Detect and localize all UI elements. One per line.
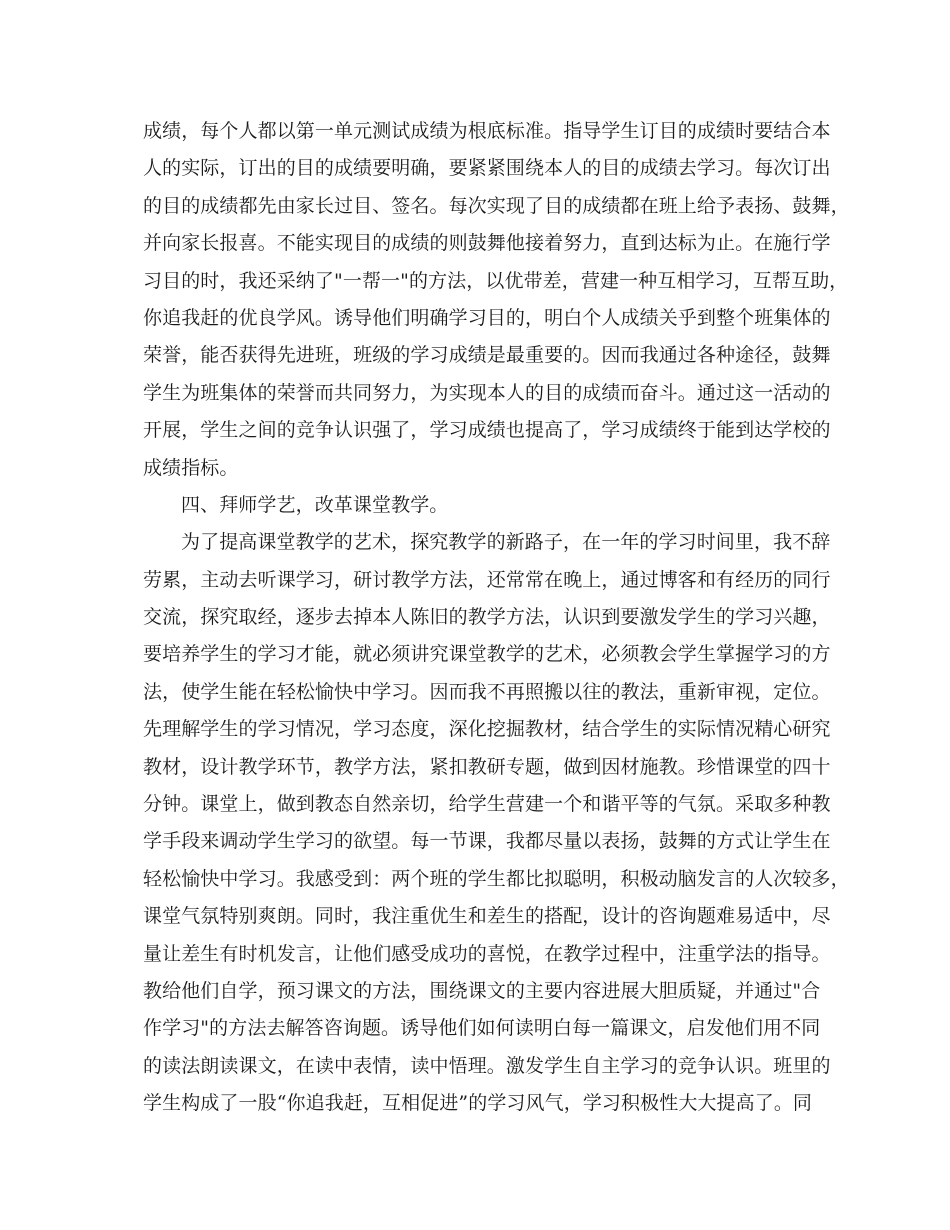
text-line: 成绩指标。	[143, 456, 239, 479]
section-heading: 四、拜师学艺，改革课堂教学。	[181, 493, 449, 516]
text-line: 并向家长报喜。不能实现目的成绩的则鼓舞他接着努力，直到达标为止。在施行学	[143, 232, 831, 255]
text-line: 劳累，主动去听课学习，研讨教学方法，还常常在晚上，通过博客和有经历的同行	[143, 568, 831, 591]
text-line: 成绩，每个人都以第一单元测试成绩为根底标准。指导学生订目的成绩时要结合本	[143, 120, 831, 142]
text-line: 的读法朗读课文，在读中表情，读中悟理。激发学生自主学习的竞争认识。班里的	[143, 1054, 831, 1077]
paragraph-first-line: 为了提高课堂教学的艺术，探究教学的新路子，在一年的学习时间里，我不辞	[181, 531, 831, 554]
text-line: 交流，探究取经，逐步去掉本人陈旧的教学方法，认识到要激发学生的学习兴趣，	[143, 606, 831, 629]
text-line: 学生为班集体的荣誉而共同努力，为实现本人的目的成绩而奋斗。通过这一活动的	[143, 381, 831, 404]
text-line: 轻松愉快中学习。我感受到：两个班的学生都比拟聪明，积极动脑发言的人次较多，	[143, 867, 850, 890]
text-line: 量让差生有时机发言，让他们感受成功的喜悦，在教学过程中，注重学法的指导。	[143, 942, 831, 965]
text-line: 习目的时，我还采纳了"一帮一"的方法，以优带差，营建一种互相学习，互帮互助，	[143, 269, 849, 292]
text-line: 的目的成绩都先由家长过目、签名。每次实现了目的成绩都在班上给予表扬、鼓舞，	[143, 194, 850, 217]
text-line: 荣誉，能否获得先进班，班级的学习成绩是最重要的。因而我通过各种途径，鼓舞	[143, 344, 831, 367]
text-line: 分钟。课堂上，做到教态自然亲切，给学生营建一个和谐平等的气氛。采取多种教	[143, 793, 831, 816]
text-line: 学生构成了一股“你追我赶，互相促进”的学习风气，学习积极性大大提高了。同	[143, 1092, 813, 1115]
text-line: 你追我赶的优良学风。诱导他们明确学习目的，明白个人成绩关乎到整个班集体的	[143, 306, 831, 329]
text-line: 课堂气氛特别爽朗。同时，我注重优生和差生的搭配，设计的咨询题难易适中，尽	[143, 905, 831, 928]
body-text	[143, 113, 850, 1123]
text-line: 作学习"的方法去解答咨询题。诱导他们如何读明白每一篇课文，启发他们用不同	[143, 1017, 821, 1040]
text-line: 先理解学生的学习情况，学习态度，深化挖掘教材，结合学生的实际情况精心研究	[143, 718, 831, 741]
text-line: 学手段来调动学生学习的欲望。每一节课，我都尽量以表扬，鼓舞的方式让学生在	[143, 830, 831, 853]
text-line: 教材，设计教学环节，教学方法，紧扣教研专题，做到因材施教。珍惜课堂的四十	[143, 755, 831, 778]
text-line: 教给他们自学，预习课文的方法，围绕课文的主要内容进展大胆质疑，并通过"合	[143, 979, 821, 1002]
text-line: 法，使学生能在轻松愉快中学习。因而我不再照搬以往的教法，重新审视，定位。	[143, 680, 831, 703]
text-line: 要培养学生的学习才能，就必须讲究课堂教学的艺术，必须教会学生掌握学习的方	[143, 643, 831, 666]
text-line: 人的实际，订出的目的成绩要明确，要紧紧围绕本人的目的成绩去学习。每次订出	[143, 157, 831, 180]
text-line: 开展，学生之间的竞争认识强了，学习成绩也提高了，学习成绩终于能到达学校的	[143, 419, 831, 442]
